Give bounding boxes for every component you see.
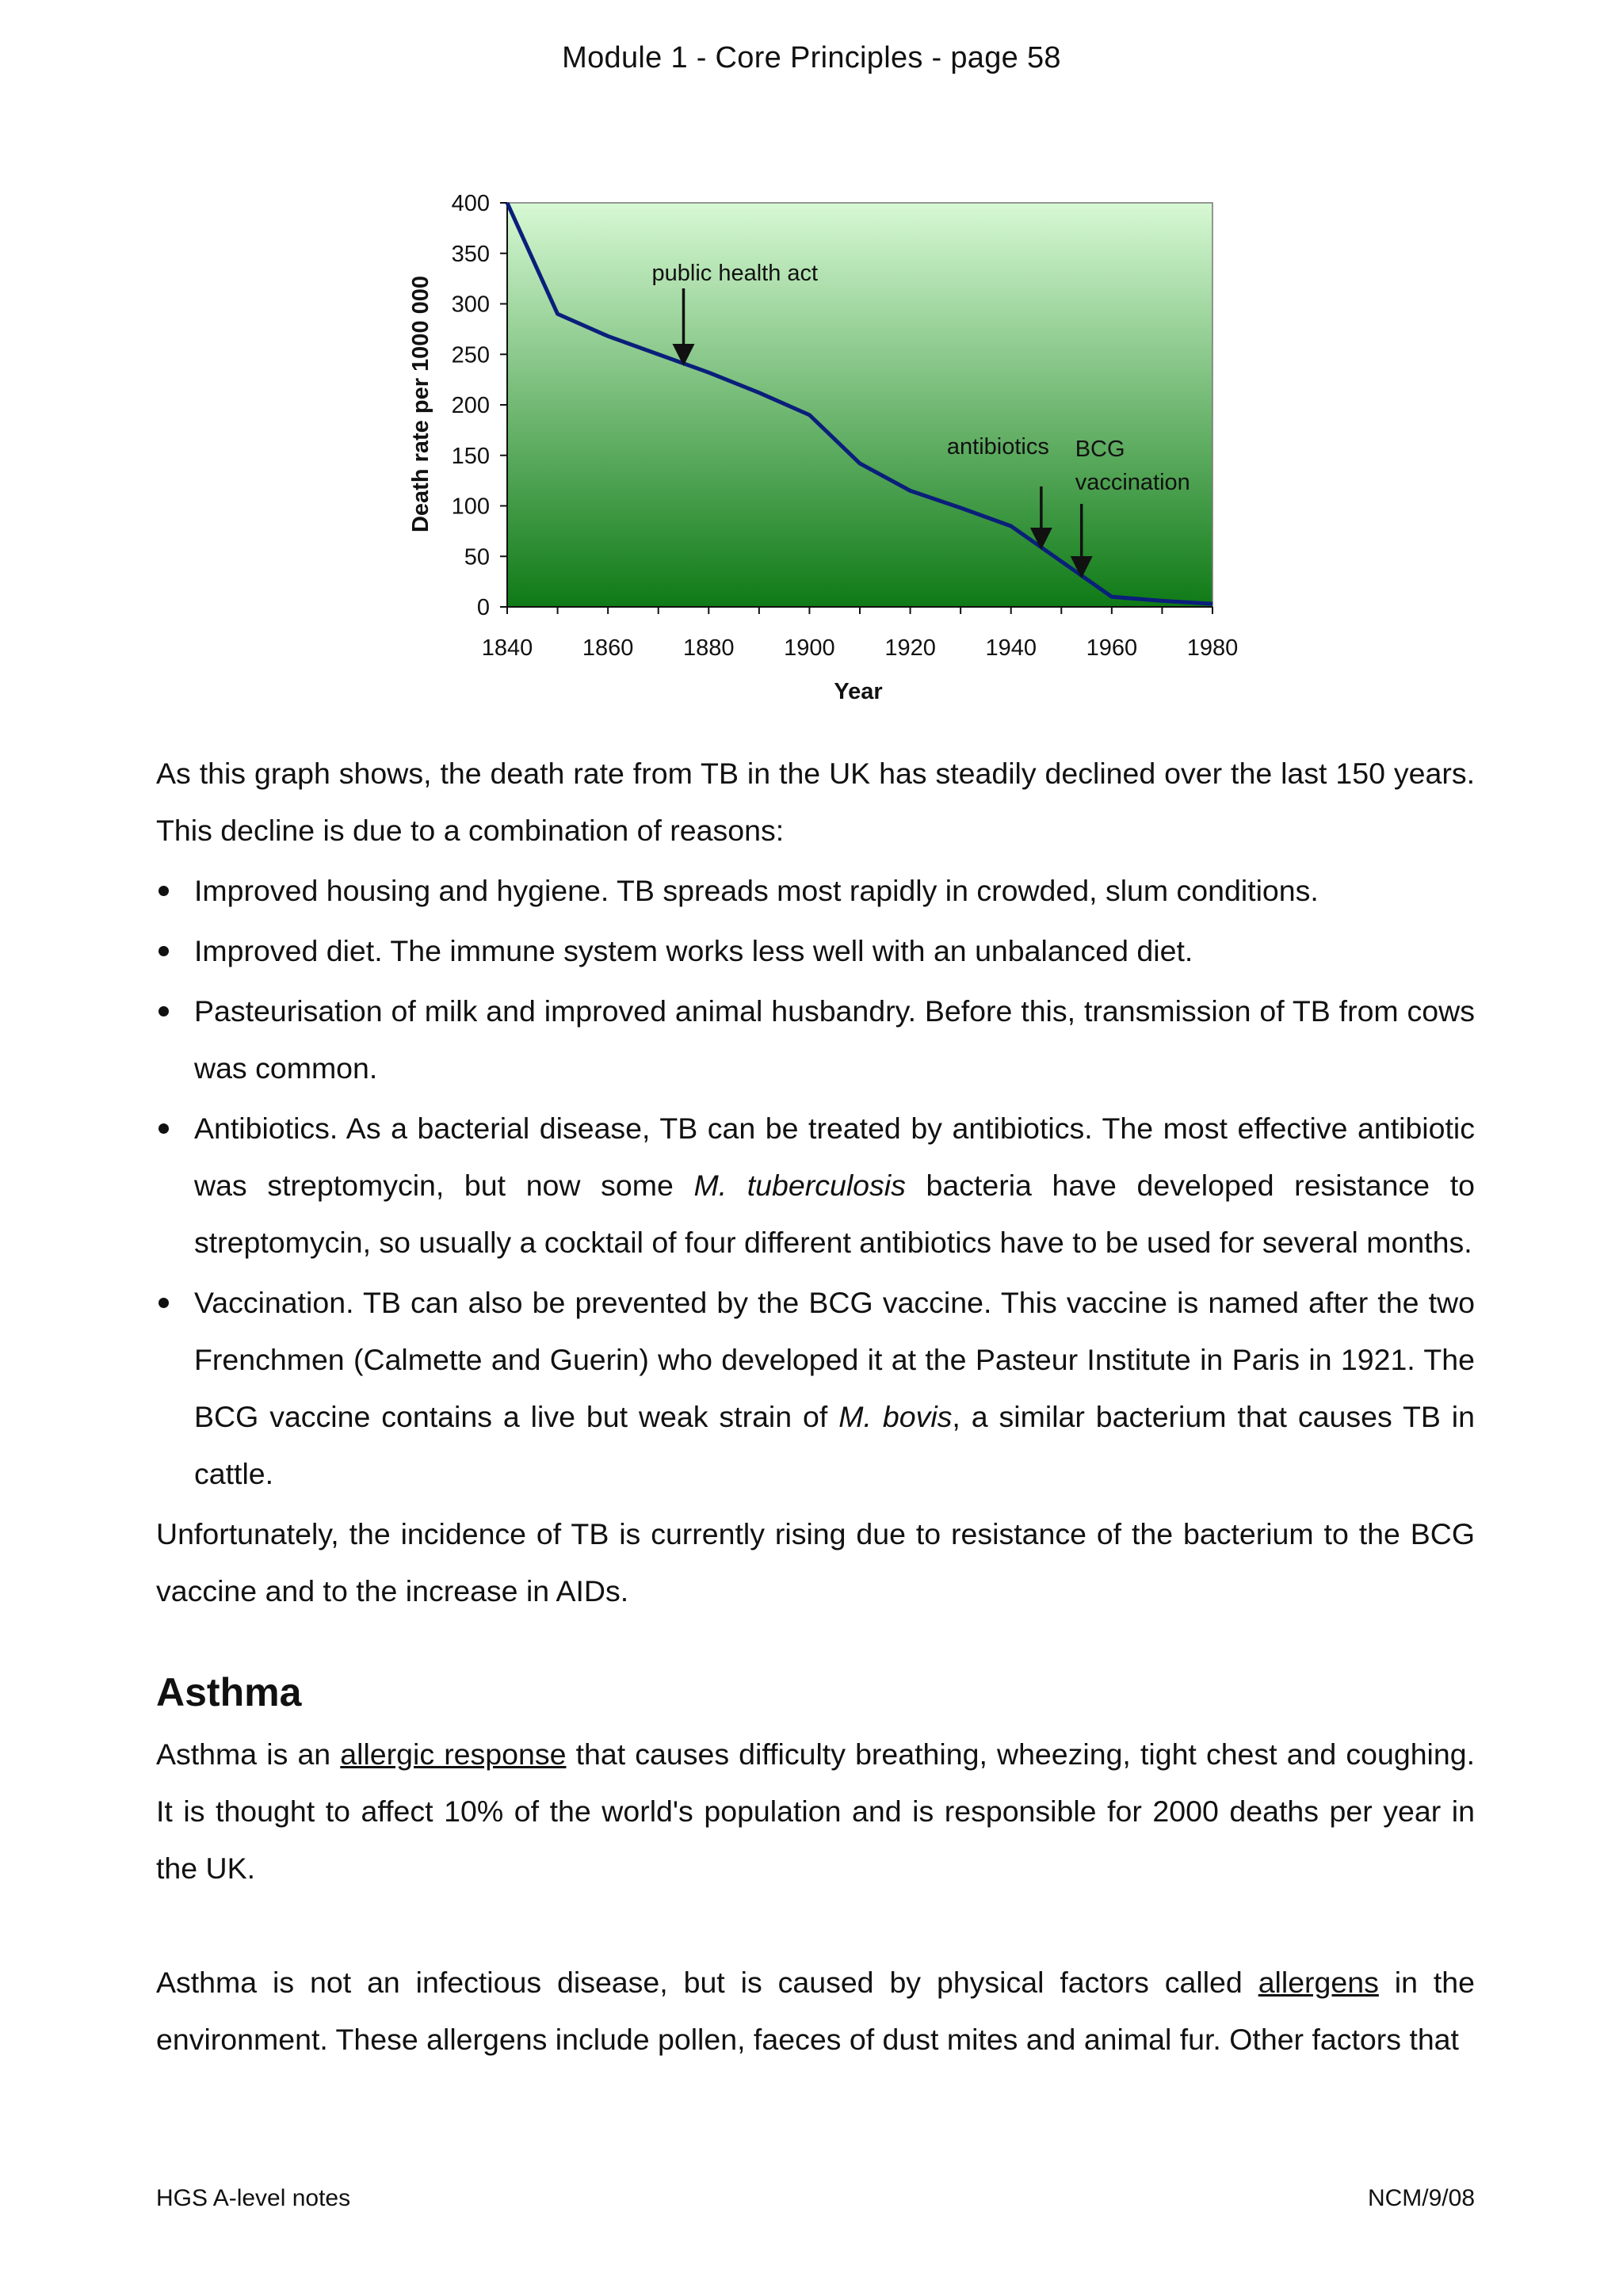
body-text [156, 745, 1475, 2068]
text-span: Vaccination. TB can also be prevented by the BCG vaccine. This vaccine is named after the two Frenchmen (Calmette and Guerin) who developed it at the Pasteur Institute in Paris in 1921. The BCG vaccine contains a live but weak strain of [194, 1286, 1475, 1433]
paragraph-gap [156, 1897, 1475, 1954]
link-allergens[interactable]: allergens [1258, 1966, 1379, 1999]
tb-death-rate-chart [0, 0, 1623, 729]
y-tick-label: 300 [451, 292, 490, 318]
y-tick-label: 150 [451, 443, 490, 469]
annotation-label: public health act [651, 261, 819, 286]
intro-paragraph: As this graph shows, the death rate from TB in the UK has steadily declined over the last 150 years. This decline is due to a combination of reasons: [156, 757, 1475, 847]
x-tick-label: 1920 [884, 635, 936, 661]
x-tick-label: 1840 [481, 635, 533, 661]
section-title-asthma: Asthma [156, 1670, 302, 1714]
text-span: , a similar bacterium that causes TB in cattle. [194, 1400, 1475, 1490]
asthma-paragraph-1 [156, 1726, 1475, 1897]
text-span: Asthma is an [156, 1737, 341, 1771]
y-axis-title: Death rate per 1000 000 [408, 275, 433, 533]
y-tick-label: 200 [451, 393, 490, 418]
list-item [156, 1274, 1475, 1502]
y-tick-label: 350 [451, 241, 490, 267]
text-span: Antibiotics. As a bacterial disease, TB can be treated by antibiotics. The most effective antibiotic was streptomycin, but now some [194, 1112, 1475, 1202]
y-tick-label: 100 [451, 494, 490, 520]
x-tick-label: 1960 [1086, 635, 1138, 661]
species-name: M. bovis [838, 1400, 953, 1433]
y-tick-label: 50 [464, 544, 490, 570]
x-tick-label: 1940 [985, 635, 1037, 661]
footer-left: HGS A-level notes [156, 2185, 351, 2211]
conclusion-paragraph: Unfortunately, the incidence of TB is currently rising due to resistance of the bacterium to the BCG vaccine and to the increase in AIDs. [156, 1517, 1475, 1608]
list-item: Improved diet. The immune system works less well with an unbalanced diet. [156, 922, 1475, 979]
plot-area [507, 203, 1212, 607]
annotation-label: antibiotics [946, 434, 1049, 460]
list-item: Improved housing and hygiene. TB spreads most rapidly in crowded, slum conditions. [156, 862, 1475, 919]
list-item [156, 1100, 1475, 1271]
x-tick-label: 1900 [784, 635, 835, 661]
page-header: Module 1 - Core Principles - page 58 [562, 41, 1061, 74]
link-allergic-response[interactable]: allergic response [340, 1737, 567, 1771]
text-span: in the environment. These allergens include pollen, faeces of dust mites and animal fur. Other factors that [156, 1966, 1476, 2056]
list-item: Pasteurisation of milk and improved animal husbandry. Before this, transmission of TB from cows was common. [156, 982, 1475, 1097]
text-span: that causes difficulty breathing, wheezing, tight chest and coughing. It is thought to affect 10% of the world's population and is responsible for 2000 deaths per year in the UK. [156, 1737, 1476, 1885]
x-tick-label: 1880 [683, 635, 735, 661]
annotation-label: BCG vaccination [1075, 437, 1190, 495]
x-tick-label: 1860 [582, 635, 634, 661]
footer-right: NCM/9/08 [1367, 2185, 1475, 2211]
y-tick-label: 0 [476, 595, 490, 620]
asthma-paragraph-2 [156, 1954, 1475, 2068]
species-name: M. tuberculosis [693, 1169, 906, 1202]
x-tick-label: 1980 [1186, 635, 1239, 661]
y-tick-label: 250 [451, 342, 490, 368]
y-tick-label: 400 [451, 191, 490, 216]
reasons-list [156, 862, 1475, 1502]
x-axis-title: Year [834, 679, 883, 704]
text-span: Asthma is not an infectious disease, but is caused by physical factors called [156, 1966, 1258, 1999]
text-span: bacteria have developed resistance to streptomycin, so usually a cocktail of four different antibiotics have to be used for several months. [194, 1169, 1476, 1259]
